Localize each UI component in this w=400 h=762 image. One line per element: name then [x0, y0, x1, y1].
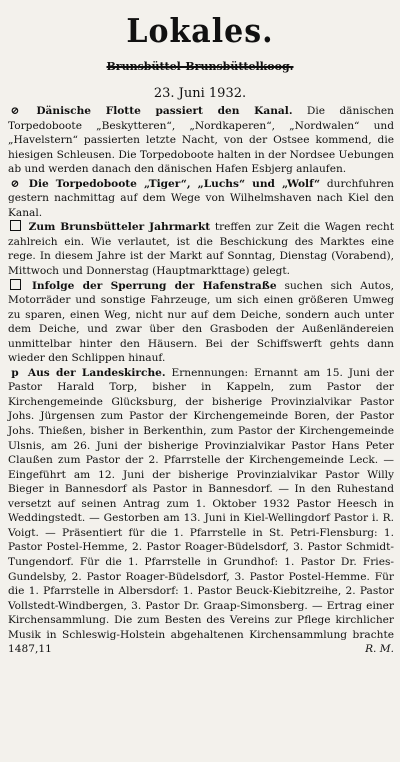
article-jahrmarkt: [8, 220, 394, 278]
article-lead: Dänische Flotte passiert den Kanal.: [36, 105, 293, 117]
article-lead: Zum Brunsbütteler Jahrmarkt: [28, 221, 211, 234]
article-text: durchfuhren gestern nachmittag auf dem Wege von Wilhelmshaven nach Kiel den Kanal.: [8, 177, 394, 219]
article-landeskirche: [8, 366, 394, 657]
box-mark-icon: [10, 220, 21, 231]
article-torpedo-boats: [8, 177, 394, 221]
author-signature: R. M.: [365, 643, 394, 656]
article-danish-fleet: [8, 104, 394, 177]
issue-date: 23. Juni 1932.: [153, 86, 247, 101]
article-hafenstrasse: [8, 279, 394, 366]
paragraph-mark-icon: p: [11, 366, 19, 379]
section-subtitle: [0, 60, 400, 73]
article-text: Die dänischen Torpedoboote „Beskytteren“, „Nordkaperen“, „Nordwalen“ und „Havelstern“ passierten letzte Nacht, von der Ostsee kommend, die hiesigen Schleusen. Die Torpedoboote halten in der Nordsee Uebungen ab und werden danach den dänischen Hafen Esbjerg anlaufen.: [8, 105, 394, 176]
paragraph-mark-icon: ⊘: [10, 177, 20, 190]
article-lead: Infolge der Sperrung der Hafenstraße: [31, 279, 277, 292]
paragraph-mark-icon: ⊘: [10, 105, 20, 117]
section-title: Lokales.: [126, 12, 274, 51]
article-text: Ernennungen: Ernannt am 15. Juni der Pastor Harald Torp, bisher in Kappeln, zum Pastor der Kirchengemeinde Glücksburg, der bisherige Provinzialvikar Pastor Johs. Jürgensen zum Pastor der Kirchengemeinde Boren, der Pastor Johs. Thießen, bisher in Berkenthin, zum Pastor der Kirchengemeinde Ulsnis, am 26. Juni der bisherige Provinzialvikar Pastor Hans Peter Claußen zum Pastor der 2. Pfarrstelle der Kirchengemeinde Leck. — Eingeführt am 12. Juni der bisherige Provinzialvikar Pastor Willy Bieger in Bannesdorf als Pastor in Bannesdorf. — In den Ruhestand versetzt auf seinen Antrag zum 1. Oktober 1932 Pastor Heesch in Weddingstedt. — Gestorben am 13. Juni in Kiel-Wellingdorf Pastor i. R. Voigt. — Präsentiert für die 1. Pfarrstelle in St. Petri-Flensburg: 1. Pastor Postel-Hemme, 2. Pastor Roager-Büdelsdorf, 3. Pastor Schmidt-Tungendorf. Für die 1. Pfarrstelle in Grundhof: 1. Pastor Dr. Fries-Gundelsby, 2. Pastor Roager-Büdelsdorf, 3. Pastor Postel-Hemme. Für die 1. Pfarrstelle in Albersdorf: 1. Pastor Beuck-Kiebitzreihe, 2. Pastor Vollstedt-Windbergen, 3. Pastor Dr. Graap-Simonsberg. — Ertrag einer Kirchensammlung. Die zum Besten des Vereins zur Pflege kirchlicher Musik in Schleswig-Holstein abgehaltenen Kirchensammlung brachte 1487,11: [8, 366, 394, 656]
article-column: [8, 104, 394, 657]
article-lead: Die Torpedoboote „Tiger“, „Luchs“ und „Wolf“: [28, 177, 321, 190]
box-mark-icon: [10, 279, 21, 290]
article-text: treffen zur Zeit die Wagen recht zahlreich ein. Wie verlautet, ist die Beschickung des Marktes eine rege. In diesem Jahre ist der Markt auf Sonntag, Dienstag (Vorabend), Mittwoch und Donnerstag (Hauptmarkttage) gelegt.: [8, 221, 394, 278]
article-text: suchen sich Autos, Motorräder und sonstige Fahrzeuge, um sich einen größeren Umweg zu sparen, einen Weg, nicht nur auf dem Deiche, sondern auch unter dem Deiche, und zwar über den Grasboden der Außenländereien unmittelbar hinter den Häusern. Bei der Schiffswerft gehts dann wieder den Schlippen hinauf.: [8, 279, 394, 365]
subtitle-text: Brunsbüttel-Brunsbüttelkoog.: [106, 60, 294, 73]
article-lead: Aus der Landeskirche.: [27, 366, 166, 379]
